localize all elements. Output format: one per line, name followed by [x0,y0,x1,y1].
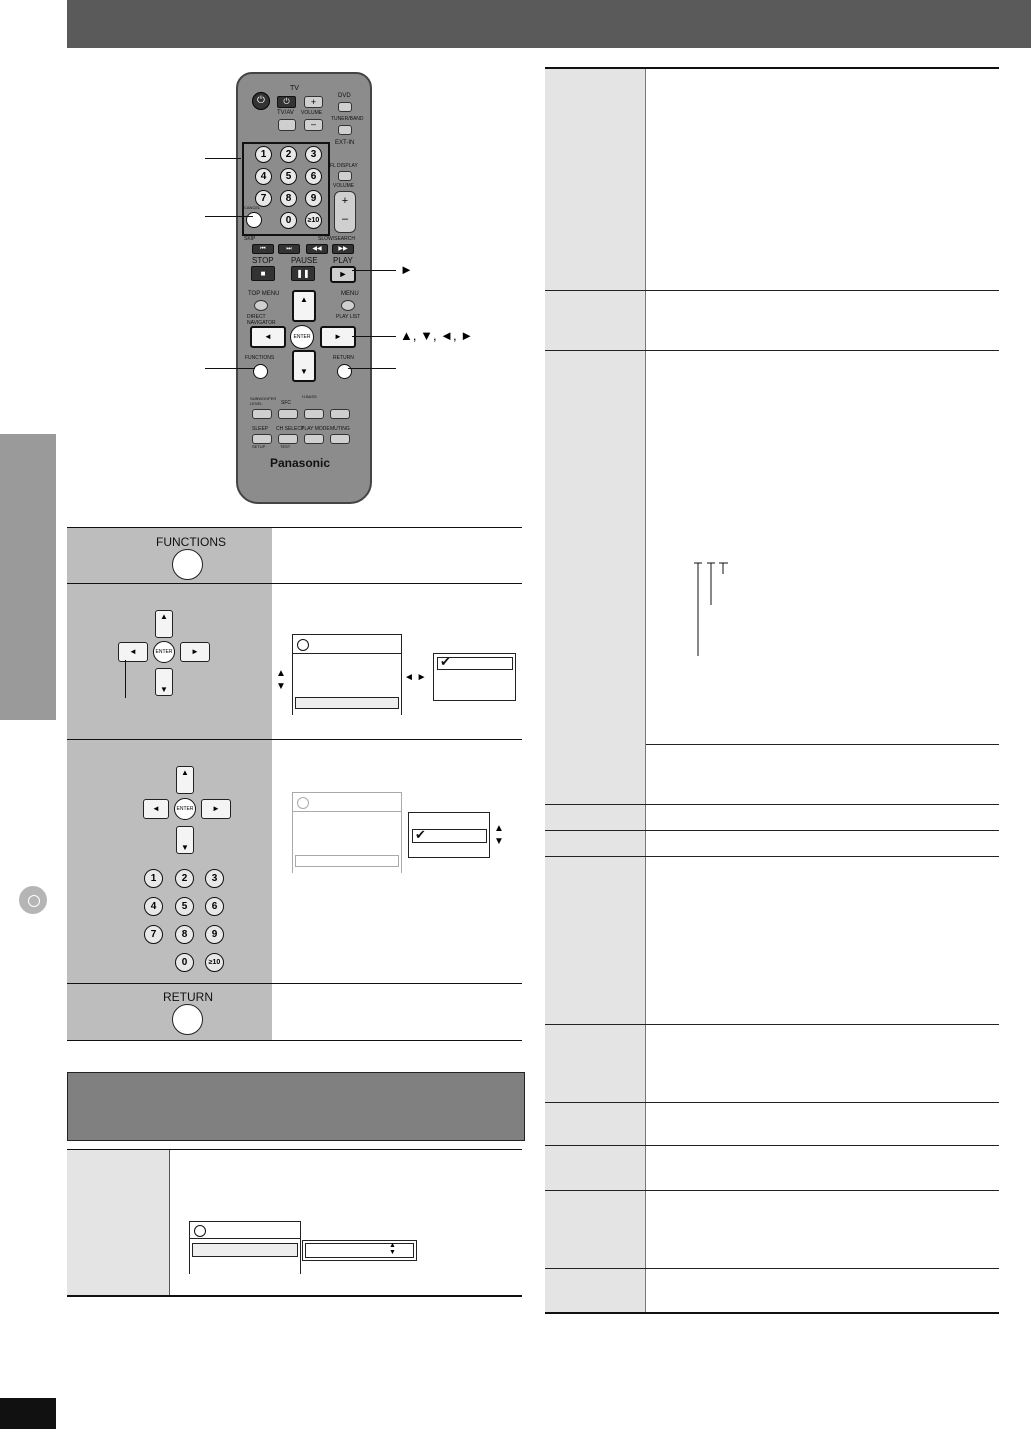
right-table-top-rule [545,67,999,69]
menu-selected-row [295,697,399,709]
sfc-button [278,409,298,419]
fl-display-button [338,171,352,181]
step2-right-key: ► [180,642,210,662]
dvd-label: DVD [338,93,351,99]
menu-screen-icon [297,639,309,651]
key-2: 2 [280,146,297,163]
step2-down-glyph: ▼ [276,681,286,692]
ch-select-button [278,434,298,444]
step3-down-key: ▼ [176,826,194,854]
key-5: 5 [280,168,297,185]
pause-button: ❚❚ [291,266,315,281]
box-value-field [305,1243,414,1258]
menu-screen-icon-faded [297,797,309,809]
cancel-label: CANCEL [244,205,261,210]
key-9: 9 [305,190,322,207]
right-table-rule-11 [545,1268,999,1269]
arrows-callout-symbols: ▲, ▼, ◄, ► [400,328,474,343]
panasonic-logo: Panasonic [270,456,331,470]
key-8: 8 [280,190,297,207]
right-table-rule-7 [545,1024,999,1025]
leader-functions [205,368,255,369]
step1-functions-label: FUNCTIONS [156,535,226,549]
box-updown-icon: ▲ ▼ [389,1242,396,1256]
menu-selected-row-faded [295,855,399,867]
return-label-remote: RETURN [333,355,354,361]
arrow-right-key: ► [320,326,356,348]
disc-icon [17,884,49,916]
functions-label-remote: FUNCTIONS [245,355,275,361]
tv-volume-down: – [304,119,323,131]
right-table-rule-4 [545,804,999,805]
dvd-button [338,102,352,112]
step4-return-label: RETURN [163,990,213,1004]
test-label: TEST [280,444,291,449]
stop-label: STOP [252,256,274,265]
step3-key-4: 4 [144,897,163,916]
right-table-divider [645,68,646,1313]
box-menu-icon [194,1225,206,1237]
main-volume-label: VOLUME [333,183,355,189]
step4-return-button [172,1004,203,1035]
step3-up-glyph: ▲ [494,823,504,834]
right-table-rule-10 [545,1190,999,1191]
step2-leftright-arrows: ◄ ► [404,672,427,683]
step2-updown-arrows [276,667,286,693]
step3-down-glyph: ▼ [494,836,504,847]
dolby-button [330,409,350,419]
right-table-rule-3 [646,744,999,745]
menu-label: MENU [341,291,359,297]
arrow-up-key: ▲ [292,290,316,322]
skip-label: SKIP [244,236,256,242]
functions-button-remote [253,364,268,379]
muting-label: MUTING [330,426,350,432]
right-table-rule-5 [545,830,999,831]
step3-key-8: 8 [175,925,194,944]
muting-button [330,434,350,444]
step3-menu-screen [292,792,402,873]
page-number-box [0,1398,56,1429]
search-ff-button: ▶▶ [332,244,354,254]
step3-key-2: 2 [175,869,194,888]
step3-key-10plus: ≥10 [205,953,224,972]
direct-navigator-label: DIRECT NAVIGATOR [247,314,276,326]
right-table-label-column [545,68,646,1313]
return-button-remote [337,364,352,379]
ext-in-label: EXT-IN [335,140,355,146]
slow-search-label: SLOW/SEARCH [318,236,355,242]
search-rew-button: ◀◀ [306,244,328,254]
power-button: ⏻ [252,92,270,110]
box-rule-bottom [67,1295,522,1297]
box-menu-selected-row [192,1243,298,1257]
pause-label: PAUSE [291,256,318,265]
box-divider [169,1150,170,1295]
box-value-box [302,1240,417,1261]
step2-up-key: ▲ [155,610,173,638]
step3-key-1: 1 [144,869,163,888]
steps-rule-bottom [67,1040,522,1041]
leader-return [348,368,396,369]
tuner-band-label: TUNER/BAND [331,116,364,122]
cancel-button [246,212,262,228]
remote-control-illustration [236,72,372,504]
setup-label: SETUP [252,444,266,449]
step3-enter-button: ENTER [174,798,196,820]
play-callout-symbol: ► [400,262,413,277]
volume-rocker: + – [334,191,356,233]
right-table-bottom-rule [545,1312,999,1314]
step3-updown-arrows [494,822,504,848]
play-mode-label: PLAY MODE [301,426,330,432]
right-table-rule-8 [545,1102,999,1103]
step2-menu-screen [292,634,402,715]
play-label: PLAY [333,256,353,265]
skip-prev-button: ⏮ [252,244,274,254]
section-title-box [67,1072,525,1141]
right-table-rule-1 [545,290,999,291]
leader-number-keys [205,158,241,159]
tv-volume-label: VOLUME [301,110,323,116]
step3-key-5: 5 [175,897,194,916]
ch-select-label: CH SELECT [276,426,305,432]
tv-volume-up: + [304,96,323,108]
step2-leader-left [125,660,126,698]
play-button: ► [330,266,356,283]
sleep-label: SLEEP [252,426,269,432]
fl-display-label: FL DISPLAY [330,163,358,169]
key-1: 1 [255,146,272,163]
key-0: 0 [280,212,297,229]
box-label-cell [67,1150,169,1295]
leader-cancel [205,216,253,217]
top-menu-label: TOP MENU [248,291,280,297]
arrow-down-key: ▼ [292,350,316,382]
step3-right-key: ► [201,799,231,819]
tv-av-label: TV/AV [277,110,294,116]
right-table-rule-2 [545,350,999,351]
h-bass-label: H.BASS [302,394,317,399]
page-header-bar [67,0,1031,48]
step2-left-key: ◄ [118,642,148,662]
subwoofer-label: SUBWOOFER LEVEL [250,396,277,406]
box-menu-screen [189,1221,301,1274]
subwoofer-button [252,409,272,419]
key-6: 6 [305,168,322,185]
step2-enter-button: ENTER [153,641,175,663]
step3-submenu-box [408,812,490,858]
step3-key-6: 6 [205,897,224,916]
step3-cell [67,740,272,983]
step3-key-0: 0 [175,953,194,972]
right-table-rule-9 [545,1145,999,1146]
key-3: 3 [305,146,322,163]
key-10plus: ≥10 [305,212,322,229]
step3-up-key: ▲ [176,766,194,794]
side-tab [0,434,56,720]
step3-key-7: 7 [144,925,163,944]
step2-up-glyph: ▲ [276,668,286,679]
step1-functions-button [172,549,203,580]
check-icon: ✔ [440,654,451,669]
step3-left-key: ◄ [143,799,169,819]
sfc-label: SFC [281,400,291,406]
bracket-diagram [690,558,740,660]
step2-submenu-box [433,653,516,701]
step3-key-9: 9 [205,925,224,944]
skip-next-button: ⏭ [278,244,300,254]
leader-arrows [352,336,396,337]
leader-play [352,270,396,271]
tv-power-button: ⏻ [277,96,296,108]
tv-label: TV [290,85,299,92]
right-table-rule-6 [545,856,999,857]
h-bass-button [304,409,324,419]
arrow-left-key: ◄ [250,326,286,348]
key-4: 4 [255,168,272,185]
play-mode-button [304,434,324,444]
sleep-button [252,434,272,444]
key-7: 7 [255,190,272,207]
enter-button: ENTER [290,325,314,349]
play-list-label: PLAY LIST [336,314,361,320]
step3-check-icon: ✔ [415,827,426,842]
step2-down-key: ▼ [155,668,173,696]
step3-key-3: 3 [205,869,224,888]
stop-button: ■ [251,266,275,281]
tuner-button [338,125,352,135]
tv-av-button [278,119,296,131]
